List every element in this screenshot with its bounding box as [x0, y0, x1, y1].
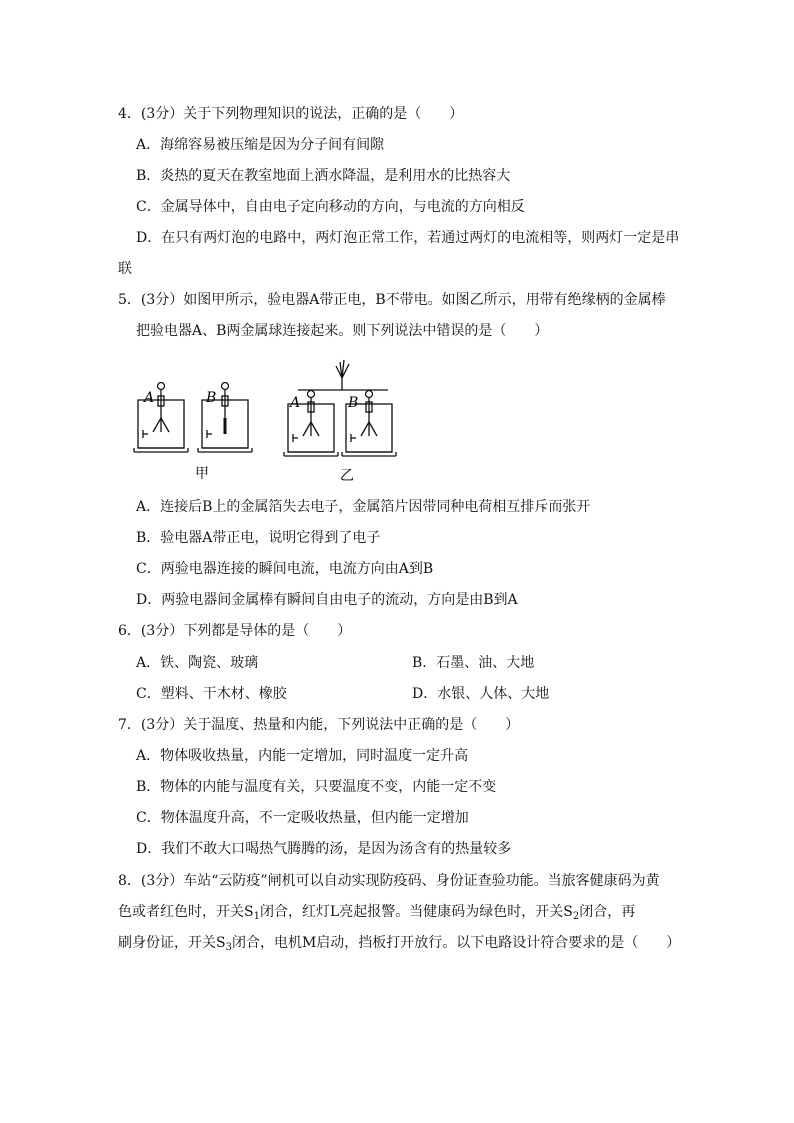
- question-4-stem: 4．(3分）关于下列物理知识的说法，正确的是（ ）: [118, 106, 464, 122]
- question-4-option-d: D．在只有两灯泡的电路中，两灯泡正常工作，若通过两灯的电流相等，则两灯一定是串: [136, 230, 680, 246]
- question-6-option-d: D．水银、人体、大地: [412, 686, 550, 702]
- electroscope-figure: [130, 352, 400, 484]
- switch-s1-subscript: 1: [253, 911, 260, 922]
- figure-caption-yi: 乙: [340, 468, 354, 484]
- figure-label-b-yi: B: [348, 395, 359, 411]
- question-8-line2-part-c: 闭合，再: [579, 904, 636, 920]
- electroscope-a-jia: [134, 383, 188, 453]
- question-7-option-d: D．我们不敢大口喝热气腾腾的汤，是因为汤含有的热量较多: [136, 841, 512, 857]
- question-8-line3: [118, 932, 680, 953]
- question-6-option-b: B．石墨、油、大地: [412, 655, 535, 671]
- figure-label-a-yi: A: [290, 395, 301, 411]
- question-6-option-a: A．铁、陶瓷、玻璃: [136, 655, 259, 671]
- figure-label-b-jia: B: [206, 390, 217, 406]
- question-7-option-a: A．物体吸收热量，内能一定增加，同时温度一定升高: [136, 748, 469, 764]
- question-4-option-b: B．炎热的夏天在教室地面上洒水降温，是利用水的比热容大: [136, 168, 511, 184]
- question-5-stem-line1: 5．(3分）如图甲所示，验电器A带正电，B不带电。如图乙所示，用带有绝缘柄的金属棒: [118, 292, 666, 308]
- question-8-line1: 8．(3分）车站“云防疫”闸机可以自动实现防疫码、身份证查验功能。当旅客健康码为黄: [118, 873, 660, 889]
- question-8-line3-part-b: 闭合，电机M启动，挡板打开放行。以下电路设计符合要求的是（ ）: [231, 935, 681, 951]
- question-5-option-a: A．连接后B上的金属箔失去电子，金属箔片因带同种电荷相互排斥而张开: [136, 499, 591, 515]
- question-8-line2-part-a: 色或者红色时，开关S: [118, 904, 254, 920]
- metal-rod-with-insulated-handle: [298, 360, 388, 390]
- question-5-option-b: B．验电器A带正电，说明它得到了电子: [136, 530, 381, 546]
- question-7-option-c: C．物体温度升高，不一定吸收热量，但内能一定增加: [136, 810, 469, 826]
- question-7-option-b: B．物体的内能与温度有关，只要温度不变，内能一定不变: [136, 779, 497, 795]
- question-5-option-c: C．两验电器连接的瞬间电流，电流方向由A到B: [136, 561, 434, 577]
- switch-s2-subscript: 2: [572, 911, 580, 922]
- question-4-option-c: C．金属导体中，自由电子定向移动的方向，与电流的方向相反: [136, 199, 525, 215]
- question-5-stem-line2: 把验电器A、B两金属球连接起来。则下列说法中错误的是（ ）: [136, 323, 549, 339]
- question-4-option-d-continuation: 联: [118, 261, 132, 277]
- question-7-stem: 7．(3分）关于温度、热量和内能，下列说法中正确的是（ ）: [118, 717, 520, 733]
- question-5-option-d: D．两验电器间金属棒有瞬间自由电子的流动，方向是由B到A: [136, 592, 518, 608]
- question-8-line2-part-b: 闭合，红灯L亮起报警。当健康码为绿色时，开关S: [259, 904, 573, 920]
- question-6-stem: 6．(3分）下列都是导体的是（ ）: [118, 623, 352, 639]
- question-8-line3-part-a: 刷身份证，开关S: [118, 935, 226, 951]
- figure-label-a-jia: A: [144, 390, 155, 406]
- question-8-line2: [118, 901, 635, 922]
- question-6-option-c: C．塑料、干木材、橡胶: [136, 686, 287, 702]
- question-4-option-a: A．海绵容易被压缩是因为分子间有间隙: [136, 137, 385, 153]
- figure-caption-jia: 甲: [195, 466, 209, 482]
- switch-s3-subscript: 3: [225, 942, 232, 953]
